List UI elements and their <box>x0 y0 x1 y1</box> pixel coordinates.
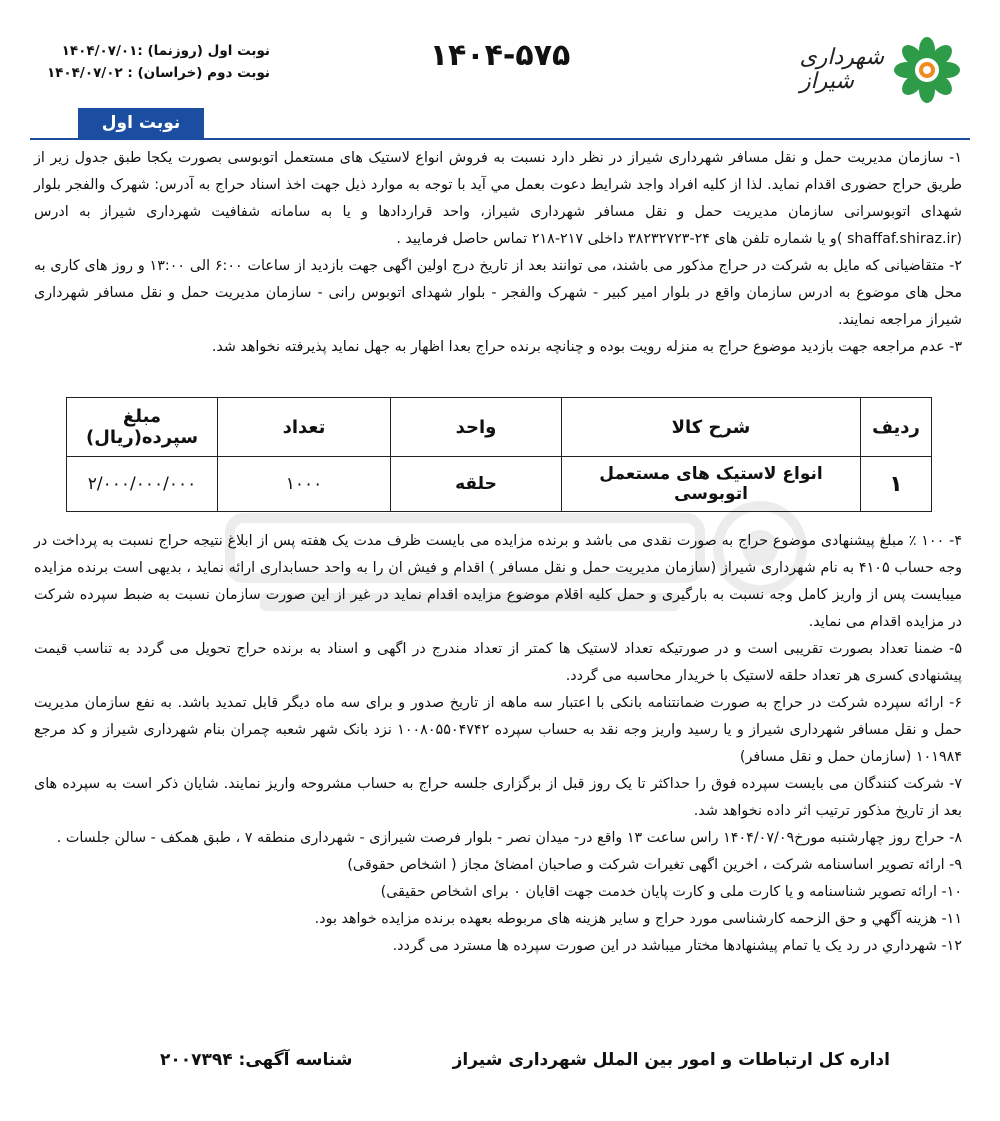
col-description: شرح کالا <box>562 398 861 457</box>
table-row <box>67 457 932 512</box>
col-deposit: مبلغ سپرده(ریال) <box>67 398 218 457</box>
flower-logo-icon <box>894 37 960 103</box>
intro-clauses <box>34 145 962 361</box>
clause-11: ۱۱- هزینه آگهي و حق الزحمه کارشناسی مورد حراج و سایر هزینه های مربوطه بعهده برنده مزایده خواهد بود. <box>314 911 962 927</box>
clause-6: ۶- ارائه سپرده شرکت در حراج به صورت ضمانتنامه بانکی با اعتبار سه ماهه از تاریخ صدور و برای سه ماه دیگر قابل تمدید باشد. به نفع سازمان مدیریت حمل و نقل مسافر شهرداری شیراز و یا رسید واریز وجه نقد به حساب سپرده ۱۰۰۸۰۵۵۰۴۷۴۲ نزد بانک شهر شعبه چمران بنام شهرداری شیراز و کد مرجع ۱۰۱۹۸۴ (سازمان حمل و نقل مسافر) <box>34 695 962 765</box>
footer-ad-id: شناسه آگهی: ۲۰۰۷۳۹۴ <box>160 1050 353 1070</box>
ad-number: ۱۴۰۴-۵۷۵ <box>429 38 571 73</box>
clause-7: ۷- شرکت کنندگان می بایست سپرده فوق را حداکثر تا یک روز قبل از برگزاری جلسه حراج به حساب مشروحه واریز نمایند. شایان ذکر است به سپرده های بعد از تاریخ مذکور ترتیب اثر داده نخواهد شد. <box>34 776 962 819</box>
publication-second: نوبت دوم (خراسان) : ۱۴۰۴/۰۷/۰۲ <box>46 65 270 81</box>
logo-wordmark <box>800 46 884 94</box>
header-divider <box>30 138 970 140</box>
publication-dates <box>30 40 270 84</box>
clause-1: ۱- سازمان مدیریت حمل و نقل مسافر شهرداری شیراز در نظر دارد نسبت به فروش انواع لاستیک های مستعمل اتوبوسی بصورت یکجا طبق جدول زیر از طریق حراج حضوری اقدام نماید. لذا از کلیه افراد واجد شرایط دعوت بعمل مي آید با توجه به موارد ذیل جهت اخذ اسناد حراج به آدرس: شهرک والفجر بلوار شهدای اتوبوسرانی سازمان مدیریت حمل و نقل مسافر شهرداری شیراز، واحد قراردادها و یا به سامانه شفافیت شهرداری شیراز به ادرس (shaffaf.shiraz.ir )و یا شماره تلفن های ۲۴-۳۸۲۳۲۷۲۳ داخلی ۲۱۷-۲۱۸ تماس حاصل فرمایید . <box>34 150 962 247</box>
clause-5: ۵- ضمنا تعداد بصورت تقریبی است و در صورتیکه تعداد لاستیک ها کمتر از تعداد مندرج در اگهی و اسناد به برنده حراج تحویل می گردد به تناسب قیمت پیشنهادی کسری هر تعداد حلقه لاستیک با خریدار محاسبه می گردد. <box>34 641 962 684</box>
clause-10: ۱۰- ارائه تصویر شناسنامه و یا کارت ملی و کارت پایان خدمت جهت اقایان ۰ برای اشخاص حقیقی) <box>380 884 962 900</box>
clause-9: ۹- ارائه تصویر اساسنامه شرکت ، اخرین اگهی تغیرات شرکت و صاحبان امضائ مجاز ( اشخاص حقوقی) <box>347 857 962 873</box>
shiraz-municipality-logo <box>730 30 960 110</box>
col-row-number: ردیف <box>861 398 932 457</box>
footer-department: اداره کل ارتباطات و امور بین الملل شهرداری شیراز <box>452 1050 890 1070</box>
clause-8: ۸- حراج روز چهارشنبه مورخ۱۴۰۴/۰۷/۰۹ راس ساعت ۱۳ واقع در- میدان نصر - بلوار فرصت شیرازی - شهرداری منطقه ۷ ، طبق همکف - سالن جلسات . <box>56 830 962 846</box>
cell-description: انواع لاستیک های مستعمل اتوبوسی <box>562 457 861 512</box>
clause-3: ۳- عدم مراجعه جهت بازدید موضوع حراج به منزله رویت بوده و چنانچه برنده حراج بعدا اظهار به جهل نماید پذیرفته نخواهد شد. <box>211 339 962 355</box>
clause-4: ۴- ۱۰۰ ٪ مبلغ پیشنهادی موضوع حراج به صورت نقدی می باشد و برنده مزایده می بایست ظرف مدت یک هفته پس از ابلاغ نتیجه حراج نسبت به پرداخت در وجه حساب ۴۱۰۵ به نام شهرداری شیراز (سازمان مدیریت حمل و نقل مسافر ) اقدام و فیش ان را به واحد حسابداری ارائه نماید ، بدیهی است برنده مزایده میبایست پس از واریز کامل وجه نسبت به بارگیری و حمل کلیه اقلام موضوع مزایده اقدام نماید در غیر از این صورت سازمان نسبت به ضبط سپرده شرکت در مزایده اقدام می نماید. <box>34 533 962 630</box>
cell-quantity: ۱۰۰۰ <box>218 457 391 512</box>
logo-text-line2: شیراز <box>800 69 854 94</box>
cell-unit: حلقه <box>391 457 562 512</box>
publication-first: نوبت اول (روزنما) :۱۴۰۴/۰۷/۰۱ <box>61 43 270 59</box>
cell-row-number: ۱ <box>861 457 932 512</box>
col-unit: واحد <box>391 398 562 457</box>
table-header-row <box>67 398 932 457</box>
terms-clauses <box>34 528 962 960</box>
logo-text-line1: شهرداری <box>799 44 884 70</box>
col-quantity: تعداد <box>218 398 391 457</box>
items-table <box>66 397 932 512</box>
first-round-banner: نوبت اول <box>78 108 204 138</box>
cell-deposit: ۲/۰۰۰/۰۰۰/۰۰۰ <box>67 457 218 512</box>
clause-12: ۱۲- شهرداري در رد یک یا تمام پیشنهادها مختار میباشد در این صورت سپرده ها مسترد می گردد. <box>392 938 962 954</box>
clause-2: ۲- متقاضیانی که مایل به شرکت در حراج مذکور می باشند، می توانند بعد از تاریخ درج اولین اگهی جهت بازدید از ساعات ۶:۰۰ الی ۱۳:۰۰ و روز های کاری به محل های موضوع به ادرس سازمان واقع در بلوار امیر کبیر - شهرک والفجر - بلوار شهدای اتوبوس رانی - سازمان مدیریت حمل و نقل مسافر شهرداری شیراز مراجعه نمایند. <box>34 258 962 328</box>
